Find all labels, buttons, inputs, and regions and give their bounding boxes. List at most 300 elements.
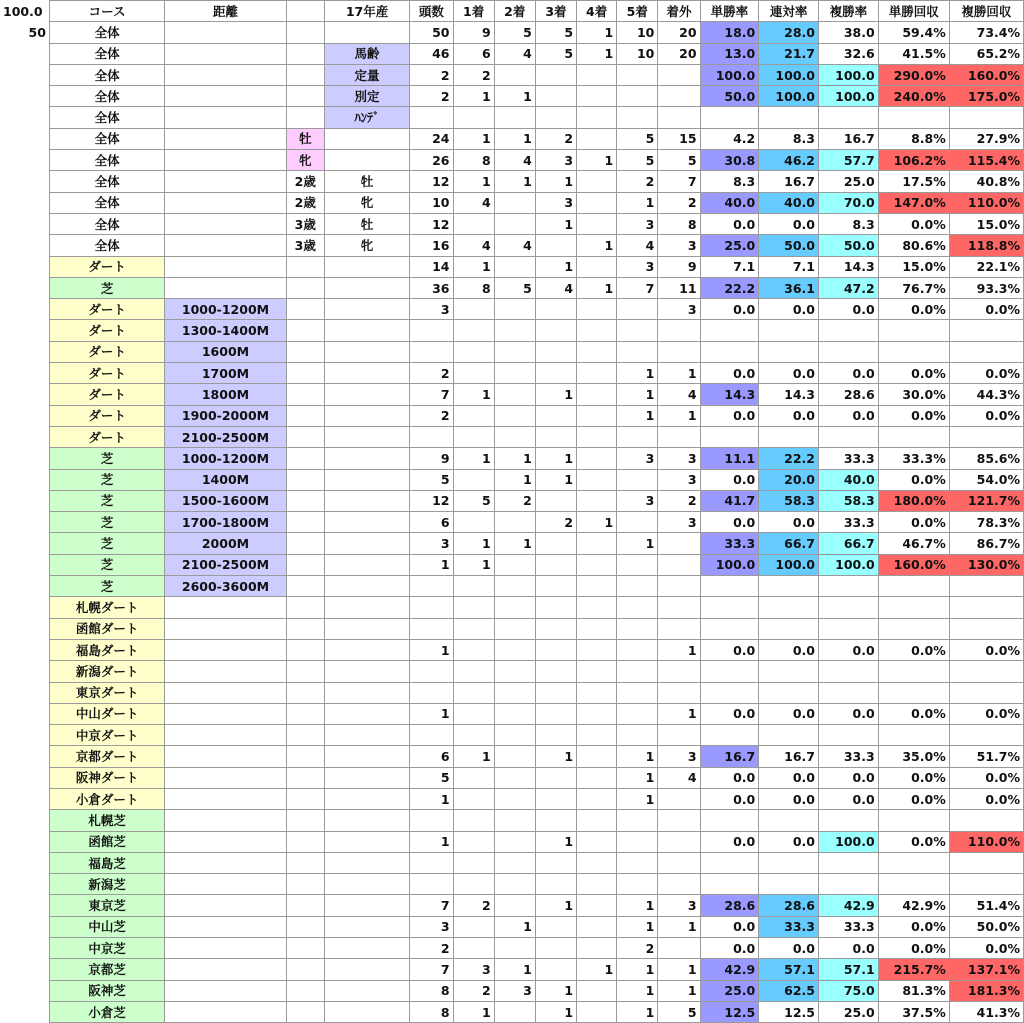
value-cell-2[interactable]: [494, 1001, 535, 1022]
value-cell-0[interactable]: 14: [410, 256, 453, 277]
value-cell-3[interactable]: [535, 554, 576, 575]
sex-age-cell[interactable]: [286, 980, 324, 1001]
value-cell-8[interactable]: [759, 810, 819, 831]
value-cell-0[interactable]: 8: [410, 1001, 453, 1022]
value-cell-7[interactable]: 11.1: [700, 448, 759, 469]
category-cell[interactable]: [324, 128, 409, 149]
course-cell[interactable]: 芝: [49, 277, 164, 298]
value-cell-11[interactable]: 0.0%: [949, 299, 1023, 320]
value-cell-1[interactable]: 6: [453, 43, 494, 64]
value-cell-10[interactable]: 147.0%: [878, 192, 949, 213]
value-cell-4[interactable]: [577, 703, 617, 724]
value-cell-9[interactable]: [818, 618, 878, 639]
value-cell-8[interactable]: [759, 874, 819, 895]
category-cell[interactable]: 別定: [324, 86, 409, 107]
value-cell-8[interactable]: [759, 682, 819, 703]
value-cell-8[interactable]: [759, 426, 819, 447]
value-cell-3[interactable]: [535, 725, 576, 746]
header-cell-15[interactable]: 複勝回収: [949, 1, 1023, 22]
category-cell[interactable]: [324, 320, 409, 341]
value-cell-5[interactable]: [617, 320, 658, 341]
sex-age-cell[interactable]: [286, 703, 324, 724]
value-cell-5[interactable]: 2: [617, 938, 658, 959]
value-cell-1[interactable]: 2: [453, 980, 494, 1001]
category-cell[interactable]: [324, 597, 409, 618]
distance-cell[interactable]: 2100-2500M: [165, 554, 287, 575]
value-cell-4[interactable]: [577, 767, 617, 788]
value-cell-9[interactable]: 0.0: [818, 767, 878, 788]
header-cell-9[interactable]: 5着: [617, 1, 658, 22]
value-cell-11[interactable]: 27.9%: [949, 128, 1023, 149]
value-cell-2[interactable]: [494, 661, 535, 682]
value-cell-0[interactable]: 5: [410, 469, 453, 490]
value-cell-10[interactable]: 0.0%: [878, 639, 949, 660]
value-cell-3[interactable]: [535, 810, 576, 831]
header-cell-1[interactable]: 距離: [165, 1, 287, 22]
value-cell-11[interactable]: 110.0%: [949, 831, 1023, 852]
distance-cell[interactable]: 1000-1200M: [165, 299, 287, 320]
header-cell-11[interactable]: 単勝率: [700, 1, 759, 22]
value-cell-8[interactable]: 100.0: [759, 554, 819, 575]
value-cell-8[interactable]: 100.0: [759, 86, 819, 107]
row-label-cell[interactable]: [0, 639, 49, 660]
value-cell-0[interactable]: 3: [410, 533, 453, 554]
value-cell-4[interactable]: [577, 405, 617, 426]
distance-cell[interactable]: 2000M: [165, 533, 287, 554]
value-cell-1[interactable]: 1: [453, 384, 494, 405]
value-cell-8[interactable]: 46.2: [759, 150, 819, 171]
sex-age-cell[interactable]: [286, 512, 324, 533]
category-cell[interactable]: [324, 469, 409, 490]
category-cell[interactable]: [324, 277, 409, 298]
category-cell[interactable]: [324, 980, 409, 1001]
value-cell-1[interactable]: [453, 107, 494, 128]
value-cell-0[interactable]: 1: [410, 554, 453, 575]
row-label-cell[interactable]: [0, 746, 49, 767]
value-cell-8[interactable]: 0.0: [759, 512, 819, 533]
distance-cell[interactable]: [165, 895, 287, 916]
value-cell-9[interactable]: 14.3: [818, 256, 878, 277]
value-cell-0[interactable]: [410, 682, 453, 703]
sex-age-cell[interactable]: [286, 788, 324, 809]
distance-cell[interactable]: [165, 64, 287, 85]
value-cell-10[interactable]: [878, 107, 949, 128]
value-cell-8[interactable]: 36.1: [759, 277, 819, 298]
value-cell-9[interactable]: 0.0: [818, 703, 878, 724]
category-cell[interactable]: [324, 959, 409, 980]
value-cell-5[interactable]: 1: [617, 980, 658, 1001]
value-cell-4[interactable]: [577, 171, 617, 192]
value-cell-10[interactable]: 0.0%: [878, 938, 949, 959]
row-label-cell[interactable]: [0, 831, 49, 852]
value-cell-1[interactable]: [453, 852, 494, 873]
category-cell[interactable]: [324, 448, 409, 469]
sex-age-cell[interactable]: [286, 277, 324, 298]
value-cell-0[interactable]: 50: [410, 22, 453, 43]
value-cell-3[interactable]: 1: [535, 980, 576, 1001]
distance-cell[interactable]: [165, 852, 287, 873]
value-cell-4[interactable]: [577, 639, 617, 660]
value-cell-8[interactable]: [759, 725, 819, 746]
row-label-cell[interactable]: [0, 213, 49, 234]
value-cell-1[interactable]: [453, 469, 494, 490]
distance-cell[interactable]: [165, 980, 287, 1001]
value-cell-8[interactable]: 0.0: [759, 767, 819, 788]
value-cell-7[interactable]: 0.0: [700, 938, 759, 959]
course-cell[interactable]: 全体: [49, 150, 164, 171]
value-cell-2[interactable]: 1: [494, 86, 535, 107]
value-cell-0[interactable]: [410, 852, 453, 873]
header-cell-4[interactable]: 頭数: [410, 1, 453, 22]
category-cell[interactable]: ﾊﾝﾃﾞ: [324, 107, 409, 128]
category-cell[interactable]: [324, 895, 409, 916]
value-cell-7[interactable]: 25.0: [700, 235, 759, 256]
value-cell-5[interactable]: 2: [617, 171, 658, 192]
value-cell-3[interactable]: [535, 405, 576, 426]
sex-age-cell[interactable]: [286, 341, 324, 362]
category-cell[interactable]: 定量: [324, 64, 409, 85]
value-cell-5[interactable]: [617, 576, 658, 597]
value-cell-8[interactable]: [759, 576, 819, 597]
value-cell-5[interactable]: [617, 618, 658, 639]
value-cell-0[interactable]: [410, 661, 453, 682]
course-cell[interactable]: ダート: [49, 256, 164, 277]
distance-cell[interactable]: 2100-2500M: [165, 426, 287, 447]
header-cell-3[interactable]: 17年産: [324, 1, 409, 22]
value-cell-8[interactable]: 21.7: [759, 43, 819, 64]
sex-age-cell[interactable]: [286, 299, 324, 320]
row-label-cell[interactable]: [0, 405, 49, 426]
value-cell-7[interactable]: 0.0: [700, 788, 759, 809]
value-cell-5[interactable]: [617, 512, 658, 533]
value-cell-1[interactable]: [453, 874, 494, 895]
value-cell-11[interactable]: [949, 874, 1023, 895]
value-cell-8[interactable]: 7.1: [759, 256, 819, 277]
value-cell-11[interactable]: 175.0%: [949, 86, 1023, 107]
value-cell-11[interactable]: 130.0%: [949, 554, 1023, 575]
value-cell-11[interactable]: 44.3%: [949, 384, 1023, 405]
value-cell-2[interactable]: [494, 256, 535, 277]
row-label-cell[interactable]: [0, 171, 49, 192]
value-cell-8[interactable]: 20.0: [759, 469, 819, 490]
value-cell-9[interactable]: 100.0: [818, 64, 878, 85]
sex-age-cell[interactable]: [286, 916, 324, 937]
value-cell-3[interactable]: [535, 661, 576, 682]
value-cell-5[interactable]: 5: [617, 150, 658, 171]
value-cell-3[interactable]: [535, 320, 576, 341]
value-cell-3[interactable]: 4: [535, 277, 576, 298]
value-cell-4[interactable]: 1: [577, 22, 617, 43]
value-cell-10[interactable]: [878, 341, 949, 362]
value-cell-9[interactable]: 16.7: [818, 128, 878, 149]
value-cell-8[interactable]: 0.0: [759, 703, 819, 724]
value-cell-11[interactable]: 93.3%: [949, 277, 1023, 298]
value-cell-4[interactable]: [577, 426, 617, 447]
value-cell-1[interactable]: 8: [453, 150, 494, 171]
value-cell-10[interactable]: 0.0%: [878, 767, 949, 788]
header-cell-10[interactable]: 着外: [658, 1, 700, 22]
row-label-cell[interactable]: [0, 299, 49, 320]
value-cell-7[interactable]: 50.0: [700, 86, 759, 107]
value-cell-9[interactable]: 50.0: [818, 235, 878, 256]
value-cell-11[interactable]: 85.6%: [949, 448, 1023, 469]
value-cell-3[interactable]: [535, 533, 576, 554]
distance-cell[interactable]: [165, 810, 287, 831]
course-cell[interactable]: 全体: [49, 107, 164, 128]
sex-age-cell[interactable]: [286, 831, 324, 852]
value-cell-9[interactable]: 75.0: [818, 980, 878, 1001]
value-cell-7[interactable]: 0.0: [700, 639, 759, 660]
value-cell-3[interactable]: 3: [535, 150, 576, 171]
value-cell-0[interactable]: 3: [410, 299, 453, 320]
value-cell-5[interactable]: [617, 725, 658, 746]
value-cell-6[interactable]: 1: [658, 916, 700, 937]
value-cell-4[interactable]: [577, 980, 617, 1001]
value-cell-5[interactable]: [617, 469, 658, 490]
value-cell-1[interactable]: 1: [453, 746, 494, 767]
sex-age-cell[interactable]: [286, 767, 324, 788]
value-cell-0[interactable]: [410, 107, 453, 128]
distance-cell[interactable]: [165, 959, 287, 980]
course-cell[interactable]: ダート: [49, 405, 164, 426]
value-cell-11[interactable]: [949, 320, 1023, 341]
sex-age-cell[interactable]: [286, 959, 324, 980]
value-cell-6[interactable]: 1: [658, 980, 700, 1001]
value-cell-7[interactable]: 25.0: [700, 980, 759, 1001]
value-cell-4[interactable]: [577, 320, 617, 341]
value-cell-8[interactable]: 33.3: [759, 916, 819, 937]
value-cell-8[interactable]: 16.7: [759, 746, 819, 767]
value-cell-11[interactable]: [949, 810, 1023, 831]
course-cell[interactable]: ダート: [49, 341, 164, 362]
distance-cell[interactable]: [165, 916, 287, 937]
value-cell-2[interactable]: [494, 639, 535, 660]
value-cell-9[interactable]: 33.3: [818, 916, 878, 937]
value-cell-4[interactable]: 1: [577, 959, 617, 980]
value-cell-10[interactable]: 0.0%: [878, 788, 949, 809]
value-cell-5[interactable]: 1: [617, 916, 658, 937]
course-cell[interactable]: ダート: [49, 426, 164, 447]
value-cell-6[interactable]: 3: [658, 746, 700, 767]
value-cell-6[interactable]: 7: [658, 171, 700, 192]
value-cell-5[interactable]: 1: [617, 405, 658, 426]
value-cell-7[interactable]: [700, 426, 759, 447]
sex-age-cell[interactable]: [286, 554, 324, 575]
value-cell-10[interactable]: 41.5%: [878, 43, 949, 64]
distance-cell[interactable]: [165, 150, 287, 171]
value-cell-4[interactable]: [577, 256, 617, 277]
value-cell-11[interactable]: 181.3%: [949, 980, 1023, 1001]
value-cell-6[interactable]: [658, 320, 700, 341]
value-cell-7[interactable]: [700, 341, 759, 362]
value-cell-8[interactable]: 0.0: [759, 405, 819, 426]
value-cell-4[interactable]: [577, 895, 617, 916]
sex-age-cell[interactable]: [286, 810, 324, 831]
value-cell-5[interactable]: 1: [617, 895, 658, 916]
sex-age-cell[interactable]: [286, 320, 324, 341]
sex-age-cell[interactable]: [286, 490, 324, 511]
value-cell-0[interactable]: 2: [410, 86, 453, 107]
course-cell[interactable]: 中山芝: [49, 916, 164, 937]
value-cell-9[interactable]: 100.0: [818, 554, 878, 575]
row-label-cell[interactable]: [0, 682, 49, 703]
value-cell-1[interactable]: 1: [453, 171, 494, 192]
value-cell-11[interactable]: [949, 341, 1023, 362]
value-cell-1[interactable]: 4: [453, 192, 494, 213]
sex-age-cell[interactable]: 2歳: [286, 171, 324, 192]
category-cell[interactable]: [324, 639, 409, 660]
value-cell-6[interactable]: 20: [658, 43, 700, 64]
value-cell-10[interactable]: [878, 852, 949, 873]
value-cell-1[interactable]: [453, 682, 494, 703]
value-cell-3[interactable]: [535, 959, 576, 980]
value-cell-6[interactable]: [658, 788, 700, 809]
value-cell-2[interactable]: [494, 852, 535, 873]
row-label-cell[interactable]: [0, 86, 49, 107]
value-cell-8[interactable]: 0.0: [759, 938, 819, 959]
value-cell-0[interactable]: 6: [410, 512, 453, 533]
value-cell-7[interactable]: 0.0: [700, 703, 759, 724]
header-cell-6[interactable]: 2着: [494, 1, 535, 22]
value-cell-6[interactable]: 4: [658, 767, 700, 788]
value-cell-4[interactable]: [577, 384, 617, 405]
value-cell-8[interactable]: 8.3: [759, 128, 819, 149]
value-cell-2[interactable]: [494, 725, 535, 746]
distance-cell[interactable]: 1600M: [165, 341, 287, 362]
value-cell-10[interactable]: 160.0%: [878, 554, 949, 575]
value-cell-11[interactable]: [949, 661, 1023, 682]
value-cell-7[interactable]: 42.9: [700, 959, 759, 980]
value-cell-10[interactable]: 81.3%: [878, 980, 949, 1001]
value-cell-0[interactable]: [410, 618, 453, 639]
course-cell[interactable]: 全体: [49, 43, 164, 64]
value-cell-11[interactable]: 0.0%: [949, 639, 1023, 660]
value-cell-10[interactable]: 0.0%: [878, 512, 949, 533]
value-cell-0[interactable]: 24: [410, 128, 453, 149]
row-label-cell[interactable]: [0, 341, 49, 362]
value-cell-8[interactable]: [759, 341, 819, 362]
value-cell-11[interactable]: [949, 852, 1023, 873]
row-label-cell[interactable]: [0, 810, 49, 831]
category-cell[interactable]: 牝: [324, 235, 409, 256]
value-cell-2[interactable]: [494, 107, 535, 128]
value-cell-8[interactable]: [759, 107, 819, 128]
value-cell-6[interactable]: [658, 86, 700, 107]
value-cell-10[interactable]: 35.0%: [878, 746, 949, 767]
row-label-cell[interactable]: [0, 43, 49, 64]
category-cell[interactable]: [324, 1001, 409, 1022]
value-cell-5[interactable]: 4: [617, 235, 658, 256]
value-cell-4[interactable]: [577, 576, 617, 597]
distance-cell[interactable]: [165, 767, 287, 788]
value-cell-10[interactable]: 33.3%: [878, 448, 949, 469]
distance-cell[interactable]: [165, 43, 287, 64]
value-cell-9[interactable]: [818, 320, 878, 341]
value-cell-5[interactable]: 5: [617, 128, 658, 149]
category-cell[interactable]: [324, 852, 409, 873]
course-cell[interactable]: 芝: [49, 512, 164, 533]
value-cell-5[interactable]: [617, 341, 658, 362]
value-cell-7[interactable]: [700, 661, 759, 682]
category-cell[interactable]: [324, 363, 409, 384]
value-cell-9[interactable]: [818, 597, 878, 618]
row-label-cell[interactable]: [0, 256, 49, 277]
course-cell[interactable]: 全体: [49, 64, 164, 85]
row-label-cell[interactable]: [0, 490, 49, 511]
row-label-cell[interactable]: [0, 788, 49, 809]
distance-cell[interactable]: [165, 831, 287, 852]
value-cell-10[interactable]: 0.0%: [878, 703, 949, 724]
value-cell-8[interactable]: [759, 852, 819, 873]
value-cell-0[interactable]: 12: [410, 213, 453, 234]
value-cell-7[interactable]: 0.0: [700, 767, 759, 788]
value-cell-4[interactable]: [577, 810, 617, 831]
course-cell[interactable]: 東京ダート: [49, 682, 164, 703]
category-cell[interactable]: [324, 938, 409, 959]
distance-cell[interactable]: [165, 874, 287, 895]
value-cell-6[interactable]: [658, 554, 700, 575]
header-cell-12[interactable]: 連対率: [759, 1, 819, 22]
value-cell-6[interactable]: 20: [658, 22, 700, 43]
value-cell-6[interactable]: 1: [658, 703, 700, 724]
sex-age-cell[interactable]: [286, 682, 324, 703]
value-cell-4[interactable]: 1: [577, 150, 617, 171]
value-cell-1[interactable]: 9: [453, 22, 494, 43]
distance-cell[interactable]: [165, 86, 287, 107]
value-cell-10[interactable]: 80.6%: [878, 235, 949, 256]
value-cell-4[interactable]: [577, 469, 617, 490]
value-cell-2[interactable]: [494, 597, 535, 618]
value-cell-9[interactable]: 57.7: [818, 150, 878, 171]
value-cell-9[interactable]: 25.0: [818, 1001, 878, 1022]
value-cell-9[interactable]: 66.7: [818, 533, 878, 554]
value-cell-2[interactable]: [494, 64, 535, 85]
value-cell-6[interactable]: [658, 874, 700, 895]
value-cell-11[interactable]: 65.2%: [949, 43, 1023, 64]
value-cell-1[interactable]: 8: [453, 277, 494, 298]
value-cell-3[interactable]: [535, 938, 576, 959]
value-cell-2[interactable]: [494, 682, 535, 703]
value-cell-5[interactable]: 1: [617, 384, 658, 405]
value-cell-7[interactable]: [700, 576, 759, 597]
sex-age-cell[interactable]: [286, 938, 324, 959]
value-cell-6[interactable]: [658, 810, 700, 831]
value-cell-2[interactable]: 4: [494, 150, 535, 171]
sex-age-cell[interactable]: [286, 43, 324, 64]
row-label-cell[interactable]: [0, 597, 49, 618]
value-cell-1[interactable]: [453, 405, 494, 426]
value-cell-8[interactable]: 57.1: [759, 959, 819, 980]
row-label-cell[interactable]: [0, 192, 49, 213]
row-label-cell[interactable]: [0, 852, 49, 873]
sex-age-cell[interactable]: [286, 384, 324, 405]
value-cell-5[interactable]: [617, 107, 658, 128]
value-cell-2[interactable]: [494, 384, 535, 405]
value-cell-4[interactable]: [577, 831, 617, 852]
course-cell[interactable]: 全体: [49, 235, 164, 256]
value-cell-0[interactable]: 1: [410, 788, 453, 809]
value-cell-3[interactable]: [535, 703, 576, 724]
category-cell[interactable]: [324, 703, 409, 724]
value-cell-9[interactable]: [818, 661, 878, 682]
value-cell-0[interactable]: 7: [410, 959, 453, 980]
row-label-cell[interactable]: [0, 128, 49, 149]
value-cell-3[interactable]: [535, 299, 576, 320]
value-cell-4[interactable]: 1: [577, 235, 617, 256]
value-cell-6[interactable]: 1: [658, 405, 700, 426]
value-cell-10[interactable]: 0.0%: [878, 363, 949, 384]
value-cell-1[interactable]: [453, 661, 494, 682]
